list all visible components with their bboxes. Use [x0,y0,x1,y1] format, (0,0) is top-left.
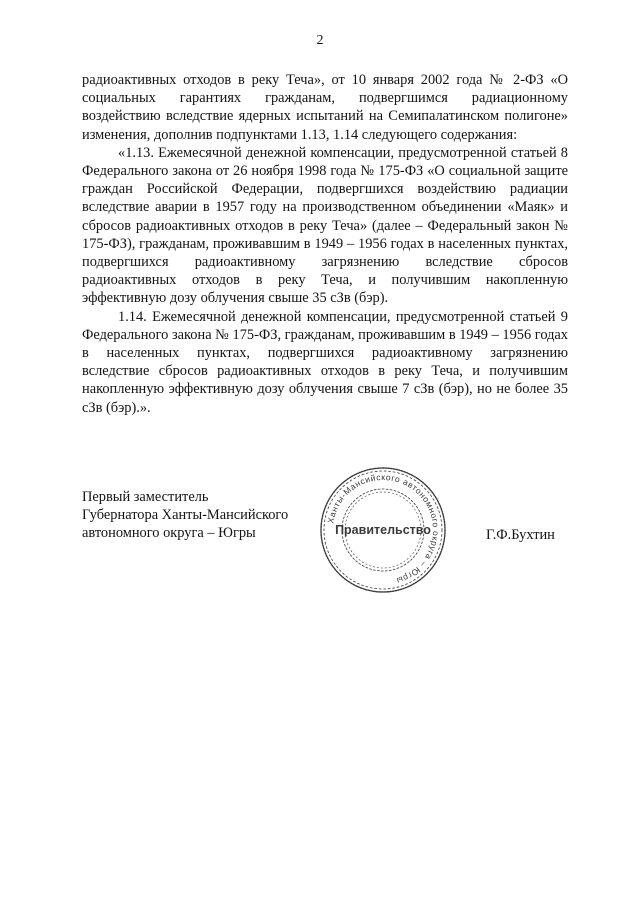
signatory-position-line: Первый заместитель [82,489,209,505]
paragraph-subitem-1-14: 1.14. Ежемесячной денежной компенсации, предусмотренной статьей 9 Федерального закона № 175-ФЗ, гражданам, проживавшим в 1949 – 1956 годах в населенных пунктах, подвергшихся радиоактивному загрязнению вследствие сбросов радиоактивных отходов в реку Теча, и получившим накопленную эффективную дозу облучения свыше 7 сЗв (бэр), но не более 35 сЗв (бэр).». [82,308,569,416]
paragraph-subitem-1-13: «1.13. Ежемесячной денежной компенсации, предусмотренной статьей 8 Федерального закона от 26 ноября 1998 года № 175-ФЗ «О социальной защите граждан Российской Федерации, подвергшихся воздействию радиации вследствие аварии в 1957 году на производственном объединении «Маяк» и сбросов радиоактивных отходов в реку Теча» (далее – Федеральный закон № 175-ФЗ), гражданам, проживавшим в 1949 – 1956 годах в населенных пунктах, подвергшихся радиоактивному загрязнению вследствие сбросов радиоактивных отходов в реку Теча, и получившим накопленную эффективную дозу облучения свыше 35 сЗв (бэр). [82,144,568,307]
paragraph-continuation: радиоактивных отходов в реку Теча», от 10 января 2002 года № 2-ФЗ «О социальных гарантиях гражданам, подвергшимся радиационному воздействию вследствие ядерных испытаний на Семипалатинском полигоне» изменения, дополнив подпунктами 1.13, 1.14 следующего содержания: [82,72,568,143]
signatory-position-line: Губернатора Ханты-Мансийского [82,507,289,524]
signatory-position-line: автономного округа – Югры [82,525,256,542]
svg-text:Ханты-Мансийского автономного: Ханты-Мансийского автономного округа – Югры [325,471,442,587]
seal-center-text: Правительство [335,523,431,537]
signatory-name: Г.Ф.Бухтин [486,527,555,543]
official-seal [318,465,448,595]
page-number: 2 [316,33,324,48]
signatory-position [82,488,288,543]
document-body [82,71,568,417]
